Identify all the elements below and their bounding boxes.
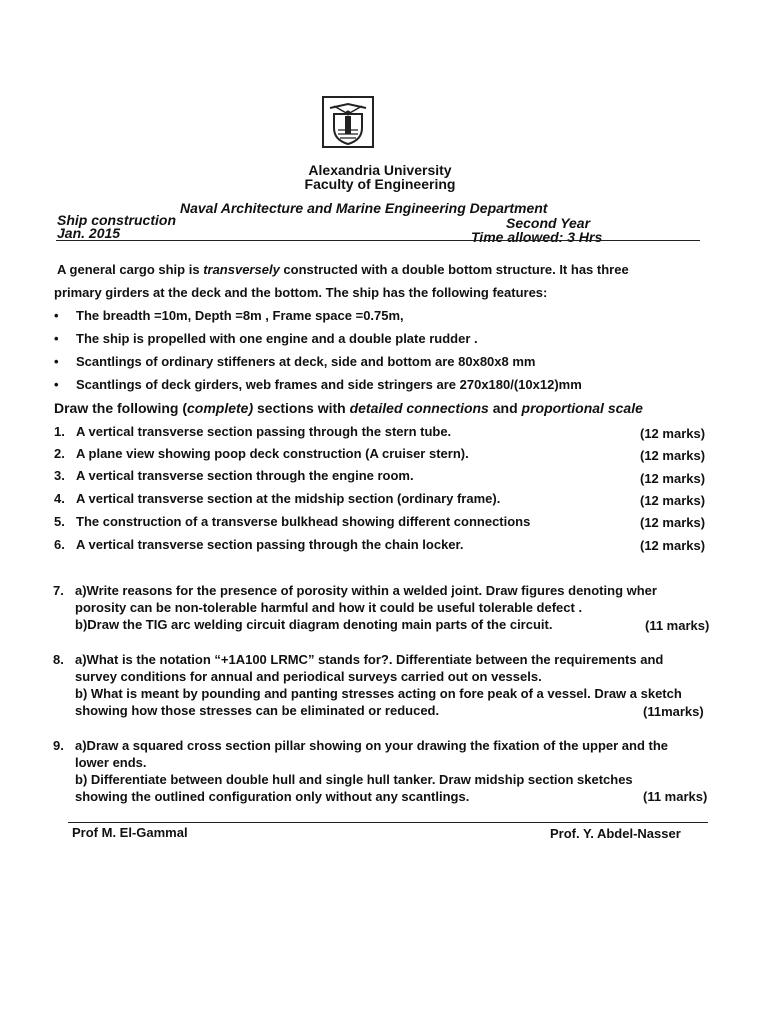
question-9-marks: (11 marks) (643, 789, 708, 804)
exam-page: Alexandria University Faculty of Engineering Naval Architecture and Marine Engineering Department Ship construction Second Year Jan. 2015 Time allowed: 3 Hrs A general cargo ship is transversely constructed with a double bottom structure. It has three primary girders at the deck and the bottom. The ship has the following features: • The breadth =10m, Depth =8m , Frame space =0.75m, • The ship is propelled with one engine and a double plate rudder . • Scantlings of ordinary stiffeners at deck, side and bottom are 80x80x8 mm • Scantlings of deck girders, web frames and side stringers are 270x180/(10x12)mm Draw the following (complete) sections with detailed connections and proportional scale 1. A vertical transverse section passing through the stern tube. (12 marks) 2. A plane view showing poop deck construction (A cruiser stern). (12 marks) 3. A vertical transverse section through the engine room. (12 marks) 4. A vertical transverse section at the midship section (ordinary frame). (12 marks) 5. The construction of a transverse bulkhead showing different connections (12 marks) 6. A vertical transverse section passing through the chain locker. (12 marks) 7. a)Write reasons for the presence of porosity within a welded joint. Draw figures denoting wher porosity can be non-tolerable harmful and how it could be useful tolerable defect . b)Draw the TIG arc welding circuit diagram denoting main parts of the circuit. (11 marks) 8. a)What is the notation “+1A100 LRMC” stands for?. Differentiate between the requirements and survey conditions for annual and periodical surveys carried out on vessels. b) What is meant by pounding and panting stresses acting on fore peak of a vessel. Draw a sketch showing how those stresses can be eliminated or reduced. (11marks) 9. a)Draw a squared cross section pillar showing on your drawing the fixation of the upper and the lower ends. b) Differentiate between double hull and single hull tanker. Draw midship section sketches showing the outlined configuration only without any scantlings. (11 marks) Prof M. El-Gammal Prof. Y. Abdel-Nasser (0, 0, 768, 1024)
question-7: 7. a)Write reasons for the presence of porosity within a welded joint. Draw figures denoting wher porosity can be non-tolerable harmful and how it could be useful tolerable defect . b)Draw the TIG arc welding circuit diagram denoting main parts of the circuit. (53, 583, 657, 632)
section-marks: (12 marks) (640, 448, 706, 463)
intro-line-2: primary girders at the deck and the bottom. The ship has the following features: (54, 285, 548, 300)
question-8-marks: (11marks) (643, 704, 704, 719)
faculty-name: Faculty of Engineering (304, 176, 456, 192)
section-marks: (12 marks) (640, 493, 706, 508)
signature-left: Prof M. El-Gammal (72, 825, 188, 840)
academic-year: Second Year (506, 215, 591, 231)
department-name: Naval Architecture and Marine Engineering Department (180, 200, 548, 216)
exam-date: Jan. 2015 (57, 225, 121, 241)
section-marks: (12 marks) (640, 426, 706, 441)
intro-line-1: A general cargo ship is transversely constructed with a double bottom structure. It has three (57, 262, 629, 277)
section-marks: (12 marks) (640, 471, 706, 486)
course-name: Ship construction (57, 212, 176, 228)
time-allowed: Time allowed: 3 Hrs (471, 229, 603, 245)
draw-heading: Draw the following (complete) sections with detailed connections and proportional scale (54, 400, 643, 416)
question-9: 9. a)Draw a squared cross section pillar showing on your drawing the fixation of the upper and the lower ends. b) Differentiate between double hull and single hull tanker. Draw midship section sketches showing the outlined configuration only without any scantlings. (53, 738, 669, 804)
signature-right: Prof. Y. Abdel-Nasser (550, 826, 681, 841)
header-rule (56, 240, 700, 241)
question-7-marks: (11 marks) (645, 618, 710, 633)
question-8: 8. a)What is the notation “+1A100 LRMC” stands for?. Differentiate between the requirements and survey conditions for annual and periodical surveys carried out on vessels. b) What is meant by pounding and panting stresses acting on fore peak of a vessel. Draw a sketch showing how those stresses can be eliminated or reduced. (53, 652, 682, 718)
footer-rule (68, 822, 708, 823)
section-marks: (12 marks) (640, 538, 706, 553)
university-name: Alexandria University (308, 162, 452, 178)
section-marks: (12 marks) (640, 515, 706, 530)
university-crest-icon (322, 96, 374, 148)
